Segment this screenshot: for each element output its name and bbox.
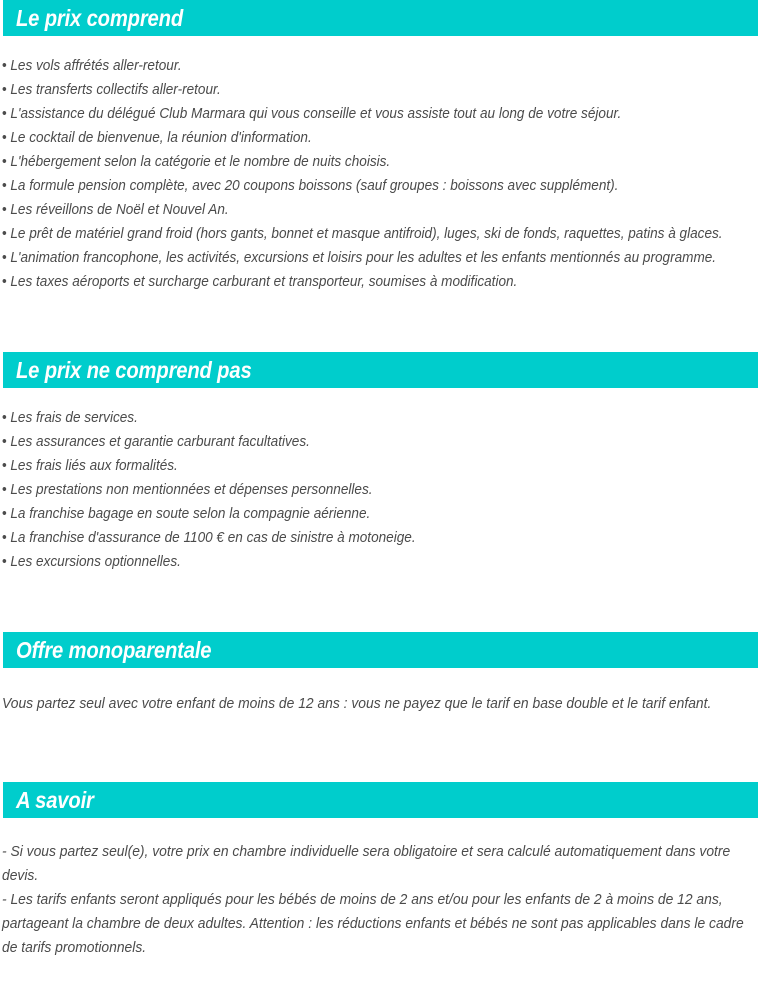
spacer (0, 818, 758, 840)
list-item (2, 454, 698, 478)
list-item (2, 78, 698, 102)
bullet-icon: • (2, 482, 7, 498)
spacer (0, 668, 758, 692)
spacer (0, 36, 758, 54)
section-title: A savoir (16, 786, 94, 813)
spacer (0, 294, 758, 352)
list-item (2, 54, 698, 78)
section-header-a-savoir (0, 782, 758, 818)
list-item-label: Le cocktail de bienvenue, la réunion d'information. (10, 130, 312, 146)
bullet-icon: • (2, 178, 7, 194)
section-header-le-prix-ne-comprend-pas (0, 352, 758, 388)
list-item-label: Les frais de services. (10, 410, 138, 426)
list-item (2, 198, 698, 222)
list-item-label: Les excursions optionnelles. (10, 554, 181, 570)
section-title: Le prix ne comprend pas (16, 356, 252, 383)
list-item (2, 502, 698, 526)
list-item-label: La franchise bagage en soute selon la compagnie aérienne. (10, 506, 371, 522)
list-item-label: L'assistance du délégué Club Marmara qui vous conseille et vous assiste tout au long de votre séjour. (10, 106, 622, 122)
bullet-icon: • (2, 410, 7, 426)
section-title: Offre monoparentale (16, 636, 212, 663)
list-item (2, 150, 698, 174)
bullet-icon: • (2, 106, 7, 122)
list-item-label: Les taxes aéroports et surcharge carburant et transporteur, soumises à modification. (10, 274, 518, 290)
list-item (2, 526, 698, 550)
bullet-icon: • (2, 58, 7, 74)
spacer (0, 574, 758, 632)
bullet-icon: • (2, 530, 7, 546)
list-item-label: L'animation francophone, les activités, excursions et loisirs pour les adultes et les enfants mentionnés au programme. (10, 250, 717, 266)
section-le-prix-comprend (0, 0, 758, 294)
section-a-savoir (0, 782, 758, 960)
list-item-label: Les transferts collectifs aller-retour. (10, 82, 221, 98)
list-item-label: La formule pension complète, avec 20 coupons boissons (sauf groupes : boissons avec supplément). (10, 178, 619, 194)
list-item-label: L'hébergement selon la catégorie et le nombre de nuits choisis. (10, 154, 391, 170)
section-body-a-savoir (0, 840, 758, 960)
bullet-icon: • (2, 506, 7, 522)
list-item (2, 406, 698, 430)
bullet-icon: • (2, 202, 7, 218)
exclusions-list (2, 406, 750, 574)
section-title: Le prix comprend (16, 4, 184, 31)
section-header-offre-monoparentale (0, 632, 758, 668)
spacer (0, 960, 758, 1000)
list-item-label: Les prestations non mentionnées et dépenses personnelles. (10, 482, 373, 498)
bullet-icon: • (2, 554, 7, 570)
list-item-label: La franchise d'assurance de 1100 € en cas de sinistre à motoneige. (10, 530, 416, 546)
bullet-icon: • (2, 226, 7, 242)
list-item (2, 478, 698, 502)
list-item-label: Les vols affrétés aller-retour. (10, 58, 182, 74)
bullet-icon: • (2, 250, 7, 266)
section-body-le-prix-comprend (0, 54, 758, 294)
spacer (0, 716, 758, 782)
bullet-icon: • (2, 458, 7, 474)
list-item-label: Les assurances et garantie carburant facultatives. (10, 434, 310, 450)
list-item-label: Le prêt de matériel grand froid (hors gants, bonnet et masque antifroid), luges, ski de fonds, raquettes, patins à glaces. (10, 226, 723, 242)
list-item (2, 430, 698, 454)
inclusions-list (2, 54, 750, 294)
list-item (2, 246, 717, 270)
bullet-icon: • (2, 130, 7, 146)
list-item-label: Les réveillons de Noël et Nouvel An. (10, 202, 229, 218)
list-item (2, 126, 698, 150)
bullet-icon: • (2, 274, 7, 290)
paragraph: - Les tarifs enfants seront appliqués pour les bébés de moins de 2 ans et/ou pour les enfants de 2 à moins de 12 ans, partageant la chambre de deux adultes. Attention : les réductions enfants et bébés ne sont pas applicables dans le cadre de tarifs promotionnels. (2, 892, 744, 956)
section-le-prix-ne-comprend-pas (0, 352, 758, 574)
list-item (2, 174, 698, 198)
section-offre-monoparentale (0, 632, 758, 716)
spacer (0, 388, 758, 406)
list-item (2, 550, 698, 574)
section-body-le-prix-ne-comprend-pas (0, 406, 758, 574)
bullet-icon: • (2, 434, 7, 450)
list-item (2, 270, 698, 294)
list-item-label: Les frais liés aux formalités. (10, 458, 178, 474)
bullet-icon: • (2, 82, 7, 98)
paragraph: - Si vous partez seul(e), votre prix en chambre individuelle sera obligatoire et sera calculé automatiquement dans votre devis. (2, 844, 731, 884)
bullet-icon: • (2, 154, 7, 170)
list-item (2, 102, 698, 126)
section-body-offre-monoparentale (0, 692, 758, 716)
paragraph: Vous partez seul avec votre enfant de moins de 12 ans : vous ne payez que le tarif en base double et le tarif enfant. (2, 696, 712, 712)
list-item (2, 222, 723, 246)
section-header-le-prix-comprend (0, 0, 758, 36)
